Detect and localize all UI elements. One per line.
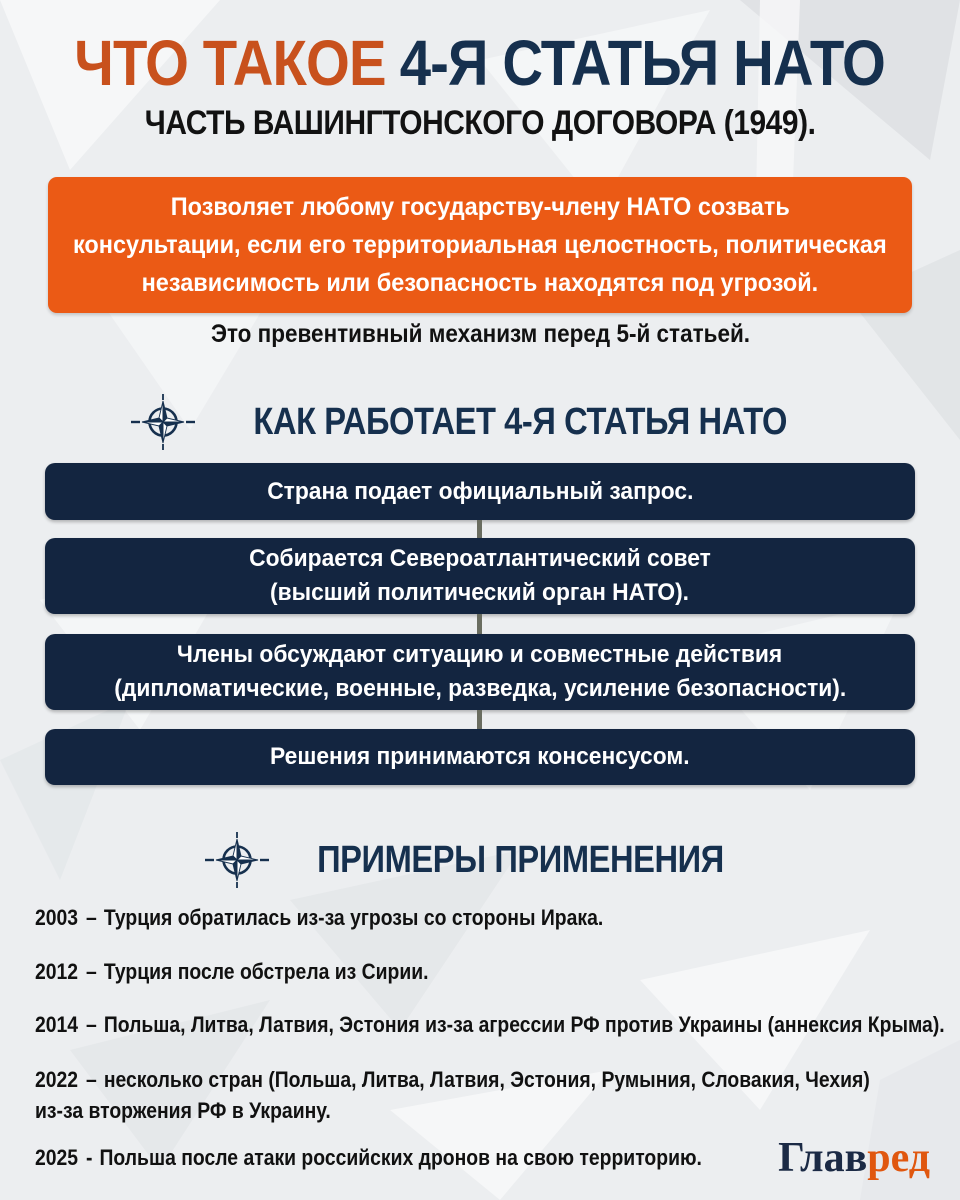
example-item-2025 bbox=[35, 1142, 845, 1173]
preventive-note-wrap bbox=[0, 320, 960, 349]
page-subtitle: ЧАСТЬ ВАШИНГТОНСКОГО ДОГОВОРА (1949). bbox=[144, 104, 816, 142]
example-item-2014 bbox=[35, 1009, 945, 1040]
example-year: 2022 bbox=[35, 1067, 79, 1092]
flow-step-2 bbox=[45, 538, 915, 614]
flow-step-3 bbox=[45, 634, 915, 710]
example-line bbox=[35, 956, 845, 987]
intro-line: Позволяет любому государству-члену НАТО созвать bbox=[170, 193, 790, 221]
page-title-line bbox=[74, 27, 886, 99]
example-item-2003 bbox=[35, 902, 845, 933]
example-dash: – bbox=[85, 905, 97, 930]
nato-compass-icon bbox=[204, 831, 270, 889]
flow-step-text: Решения принимаются консенсусом. bbox=[270, 743, 690, 770]
flow-step-4 bbox=[45, 729, 915, 785]
glavred-logo bbox=[778, 1134, 930, 1182]
example-line bbox=[35, 1009, 945, 1040]
flow-step-1 bbox=[45, 463, 915, 520]
flow-step-text: Собирается Североатлантический совет bbox=[249, 545, 711, 572]
intro-box bbox=[48, 177, 912, 313]
page-title bbox=[0, 27, 960, 99]
title-accent: ЧТО ТАКОЕ bbox=[74, 27, 387, 99]
example-line bbox=[35, 902, 845, 933]
section-how-header bbox=[0, 392, 960, 452]
flow-step-text: (дипломатические, военные, разведка, усиление безопасности). bbox=[114, 675, 846, 702]
title-main: 4-Я СТАТЬЯ НАТО bbox=[400, 27, 886, 99]
example-dash: – bbox=[85, 959, 97, 984]
example-dash: - bbox=[85, 1145, 93, 1170]
intro-line: независимость или безопасность находятся под угрозой. bbox=[141, 269, 819, 297]
nato-compass-icon bbox=[130, 393, 196, 451]
example-text: несколько стран (Польша, Литва, Латвия, Эстония, Румыния, Словакия, Чехия) bbox=[103, 1067, 870, 1092]
step-connector bbox=[477, 710, 482, 729]
section-examples-title: ПРИМЕРЫ ПРИМЕНЕНИЯ bbox=[316, 838, 724, 881]
logo-part-red: ред bbox=[867, 1135, 930, 1181]
flow-step-text: (высший политический орган НАТО). bbox=[270, 579, 690, 606]
example-item-2012 bbox=[35, 956, 845, 987]
example-year: 2025 bbox=[35, 1145, 79, 1170]
example-year: 2003 bbox=[35, 905, 79, 930]
example-text-line2: из-за вторжения РФ в Украину. bbox=[35, 1098, 331, 1123]
example-text: Турция обратилась из-за угрозы со стороны Ирака. bbox=[103, 905, 604, 930]
section-examples-header bbox=[0, 830, 960, 890]
flow-step-text: Страна подает официальный запрос. bbox=[266, 477, 694, 505]
example-line bbox=[35, 1142, 845, 1173]
section-how-title: КАК РАБОТАЕТ 4-Я СТАТЬЯ НАТО bbox=[253, 400, 787, 443]
flow-step-text: Члены обсуждают ситуацию и совместные действия bbox=[177, 641, 783, 668]
example-text: Польша после атаки российских дронов на свою территорию. bbox=[99, 1145, 702, 1170]
intro-line: консультации, если его территориальная целостность, политическая bbox=[73, 231, 887, 259]
step-connector bbox=[477, 520, 482, 538]
example-dash: – bbox=[85, 1067, 97, 1092]
example-line bbox=[35, 1064, 870, 1095]
example-dash: – bbox=[85, 1012, 97, 1037]
example-text: Польша, Литва, Латвия, Эстония из-за агрессии РФ против Украины (аннексия Крыма). bbox=[103, 1012, 945, 1037]
example-item-2022 bbox=[35, 1064, 870, 1126]
logo-part-glav: Глав bbox=[778, 1135, 868, 1181]
example-year: 2014 bbox=[35, 1012, 79, 1037]
page-subtitle-wrap bbox=[0, 104, 960, 143]
example-year: 2012 bbox=[35, 959, 79, 984]
step-connector bbox=[477, 614, 482, 634]
preventive-note: Это превентивный механизм перед 5-й статьей. bbox=[210, 320, 750, 348]
example-text: Турция после обстрела из Сирии. bbox=[103, 959, 429, 984]
